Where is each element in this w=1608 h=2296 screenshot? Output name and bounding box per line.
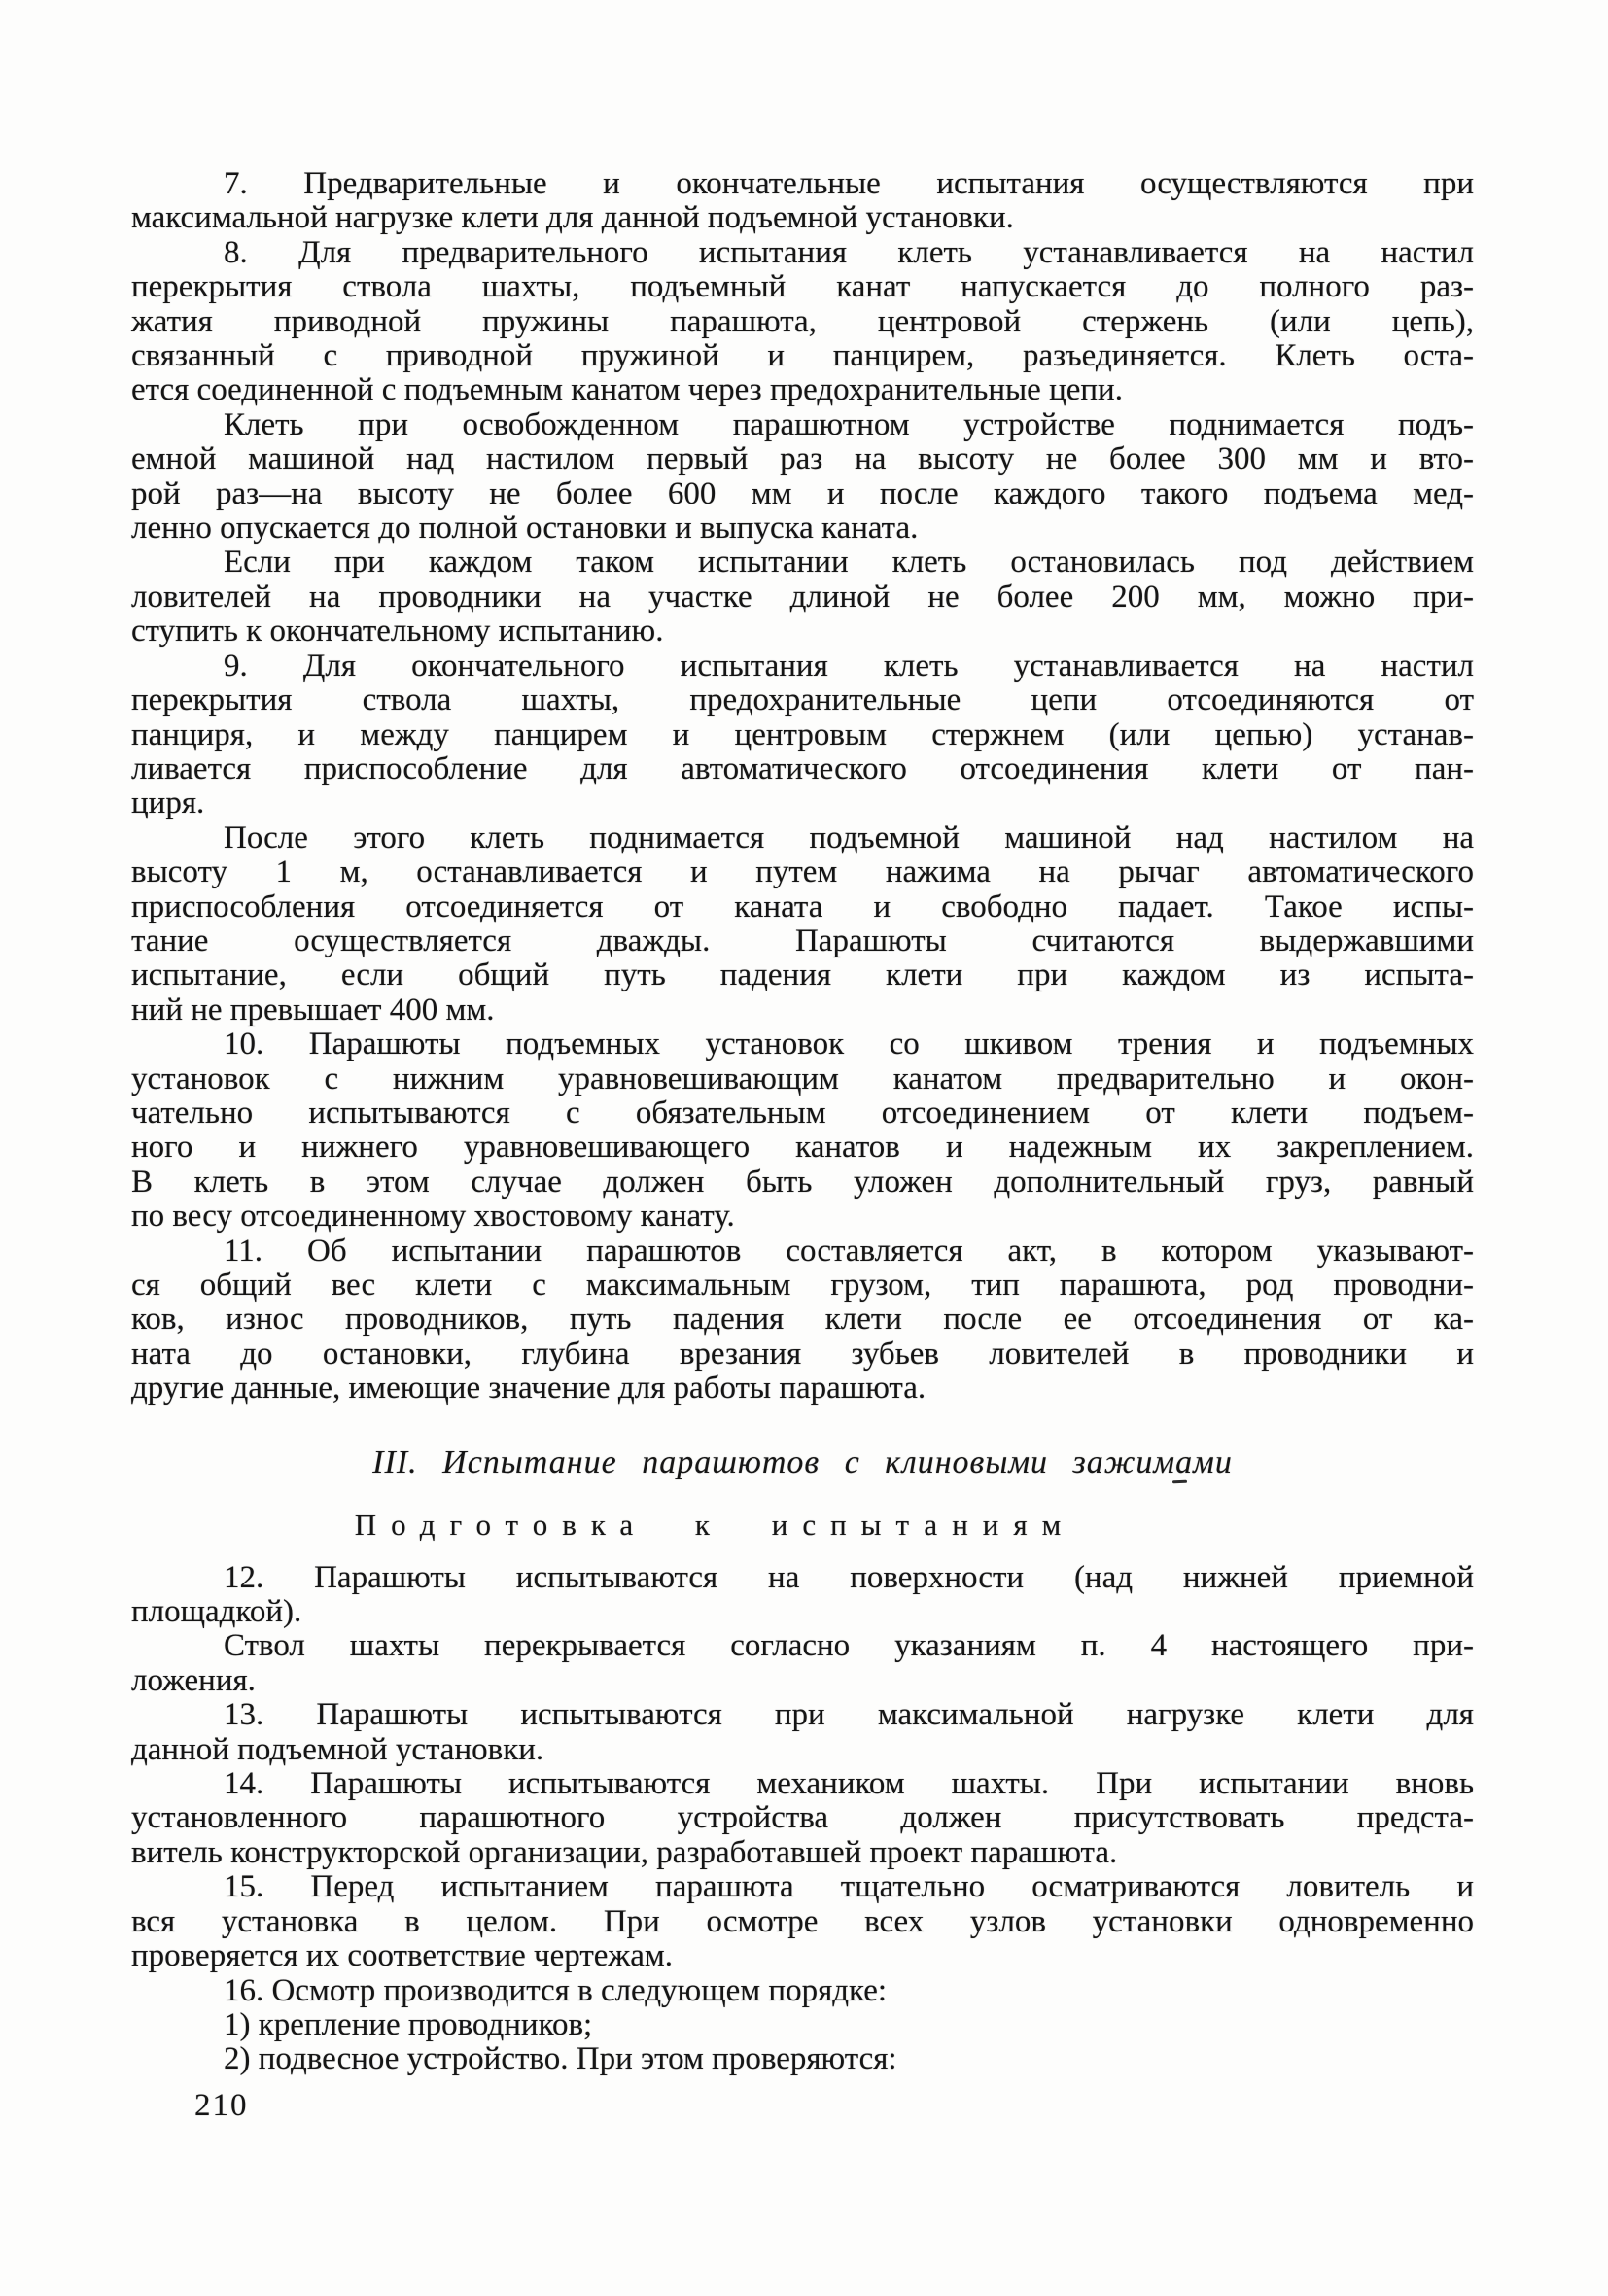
text-line: ков, износ проводников, путь падения клети после ее отсоединения от ка-: [131, 1302, 1474, 1338]
text-line: чательно испытываются с обязательным отсоединением от клети подъем-: [131, 1095, 1474, 1131]
ink-smudge-mark: [1172, 1480, 1187, 1484]
text-column: [131, 167, 1474, 2077]
text-line: 2) подвесное устройство. При этом проверяются:: [224, 2041, 897, 2077]
numbered-list: [131, 2008, 1474, 2077]
text-line: 10. Парашюты подъемных установок со шкивом трения и подъемных: [224, 1026, 1474, 1062]
text-line: рой раз—на высоту не более 600 мм и после каждого такого подъема мед-: [131, 475, 1474, 511]
text-line: связанный с приводной пружиной и панцирем, разъединяется. Клеть оста-: [131, 338, 1474, 374]
paragraph: [131, 1698, 1474, 1767]
paragraph: [131, 1767, 1474, 1870]
text-line: Ствол шахты перекрывается согласно указаниям п. 4 настоящего при-: [224, 1628, 1474, 1664]
text-line: ний не превышает 400 мм.: [131, 991, 495, 1027]
text-line: перекрытия ствола шахты, предохранительные цепи отсоединяются от: [131, 682, 1474, 718]
text-line: перекрытия ствола шахты, подъемный канат напускается до полного раз-: [131, 269, 1474, 305]
text-line: ется соединенной с подъемным канатом через предохранительные цепи.: [131, 372, 1123, 408]
text-line: 13. Парашюты испытываются при максимальной нагрузке клети для: [224, 1697, 1474, 1733]
paragraph: [131, 167, 1474, 236]
text-line: циря.: [131, 785, 205, 821]
text-line: тание осуществляется дважды. Парашюты считаются выдержавшими: [131, 922, 1474, 958]
paragraph: [131, 1974, 1474, 2008]
paragraph: [131, 408, 1474, 546]
paragraph: [131, 1629, 1474, 1698]
text-line: вся установка в целом. При осмотре всех узлов установки одновременно: [131, 1903, 1474, 1939]
text-line: ленно опускается до полной остановки и выпуска каната.: [131, 510, 919, 546]
section-heading: III. Испытание парашютов с клиновыми зажимами: [372, 1444, 1233, 1480]
text-line: 16. Осмотр производится в следующем порядке:: [224, 1972, 888, 2008]
subsection-heading: Подготовка к испытаниям: [354, 1507, 1076, 1542]
text-line: ловителей на проводники на участке длиной не более 200 мм, можно при-: [131, 578, 1474, 614]
paragraph: [131, 545, 1474, 648]
text-line: Клеть при освобожденном парашютном устройстве поднимается подъ-: [224, 406, 1474, 442]
paragraph: [131, 1561, 1474, 1630]
text-line: 8. Для предварительного испытания клеть устанавливается на настил: [224, 234, 1474, 270]
text-line: испытание, если общий путь падения клети при каждом из испыта-: [131, 957, 1474, 993]
paragraph: [131, 1870, 1474, 1973]
paragraph: [131, 821, 1474, 1027]
text-line: 9. Для окончательного испытания клеть устанавливается на настил: [224, 647, 1474, 683]
text-line: жатия приводной пружины парашюта, центровой стержень (или цепь),: [131, 303, 1474, 339]
text-line: ступить к окончательному испытанию.: [131, 613, 664, 649]
text-line: приспособления отсоединяется от каната и свободно падает. Такое испы-: [131, 888, 1474, 924]
text-line: по весу отсоединенному хвостовому канату.: [131, 1199, 735, 1235]
page-number: 210: [194, 2088, 249, 2123]
text-line: панциря, и между панцирем и центровым стержнем (или цепью) устанав-: [131, 716, 1474, 752]
text-line: емной машиной над настилом первый раз на высоту не более 300 мм и вто-: [131, 441, 1474, 477]
text-line: 7. Предварительные и окончательные испытания осуществляются при: [224, 166, 1474, 201]
text-line: ложения.: [131, 1662, 256, 1698]
text-line: максимальной нагрузке клети для данной подъемной установки.: [131, 200, 1014, 236]
text-line: После этого клеть поднимается подъемной машиной над настилом на: [224, 819, 1474, 855]
text-line: установок с нижним уравновешивающим канатом предварительно и окон-: [131, 1061, 1474, 1096]
text-line: В клеть в этом случае должен быть уложен дополнительный груз, равный: [131, 1164, 1474, 1200]
text-line: Если при каждом таком испытании клеть остановилась под действием: [224, 544, 1474, 580]
text-line: 15. Перед испытанием парашюта тщательно осматриваются ловитель и: [224, 1869, 1474, 1905]
text-line: 14. Парашюты испытываются механиком шахты. При испытании вновь: [224, 1766, 1474, 1802]
text-line: данной подъемной установки.: [131, 1731, 544, 1767]
text-line: 1) крепление проводников;: [224, 2006, 593, 2042]
text-line: другие данные, имеющие значение для работы парашюта.: [131, 1371, 926, 1407]
paragraph: [131, 236, 1474, 408]
text-line: площадкой).: [131, 1594, 302, 1630]
text-line: ного и нижнего уравновешивающего канатов и надежным их закреплением.: [131, 1130, 1474, 1165]
text-line: проверяется их соответствие чертежам.: [131, 1938, 673, 1974]
text-line: установленного парашютного устройства должен присутствовать предста-: [131, 1800, 1474, 1836]
text-line: витель конструкторской организации, разработавшей проект парашюта.: [131, 1834, 1118, 1870]
text-line: 12. Парашюты испытываются на поверхности (над нижней приемной: [224, 1559, 1474, 1595]
paragraph: [131, 1027, 1474, 1234]
text-line: высоту 1 м, останавливается и путем нажима на рычаг автоматического: [131, 854, 1474, 890]
text-line: ливается приспособление для автоматического отсоединения клети от пан-: [131, 750, 1474, 786]
paragraph: [131, 649, 1474, 821]
text-line: 11. Об испытании парашютов составляется акт, в котором указывают-: [224, 1233, 1474, 1269]
paragraph: [131, 1235, 1474, 1407]
text-line: ната до остановки, глубина врезания зубьев ловителей в проводники и: [131, 1336, 1474, 1372]
text-line: ся общий вес клети с максимальным грузом, тип парашюта, род проводни-: [131, 1268, 1474, 1303]
